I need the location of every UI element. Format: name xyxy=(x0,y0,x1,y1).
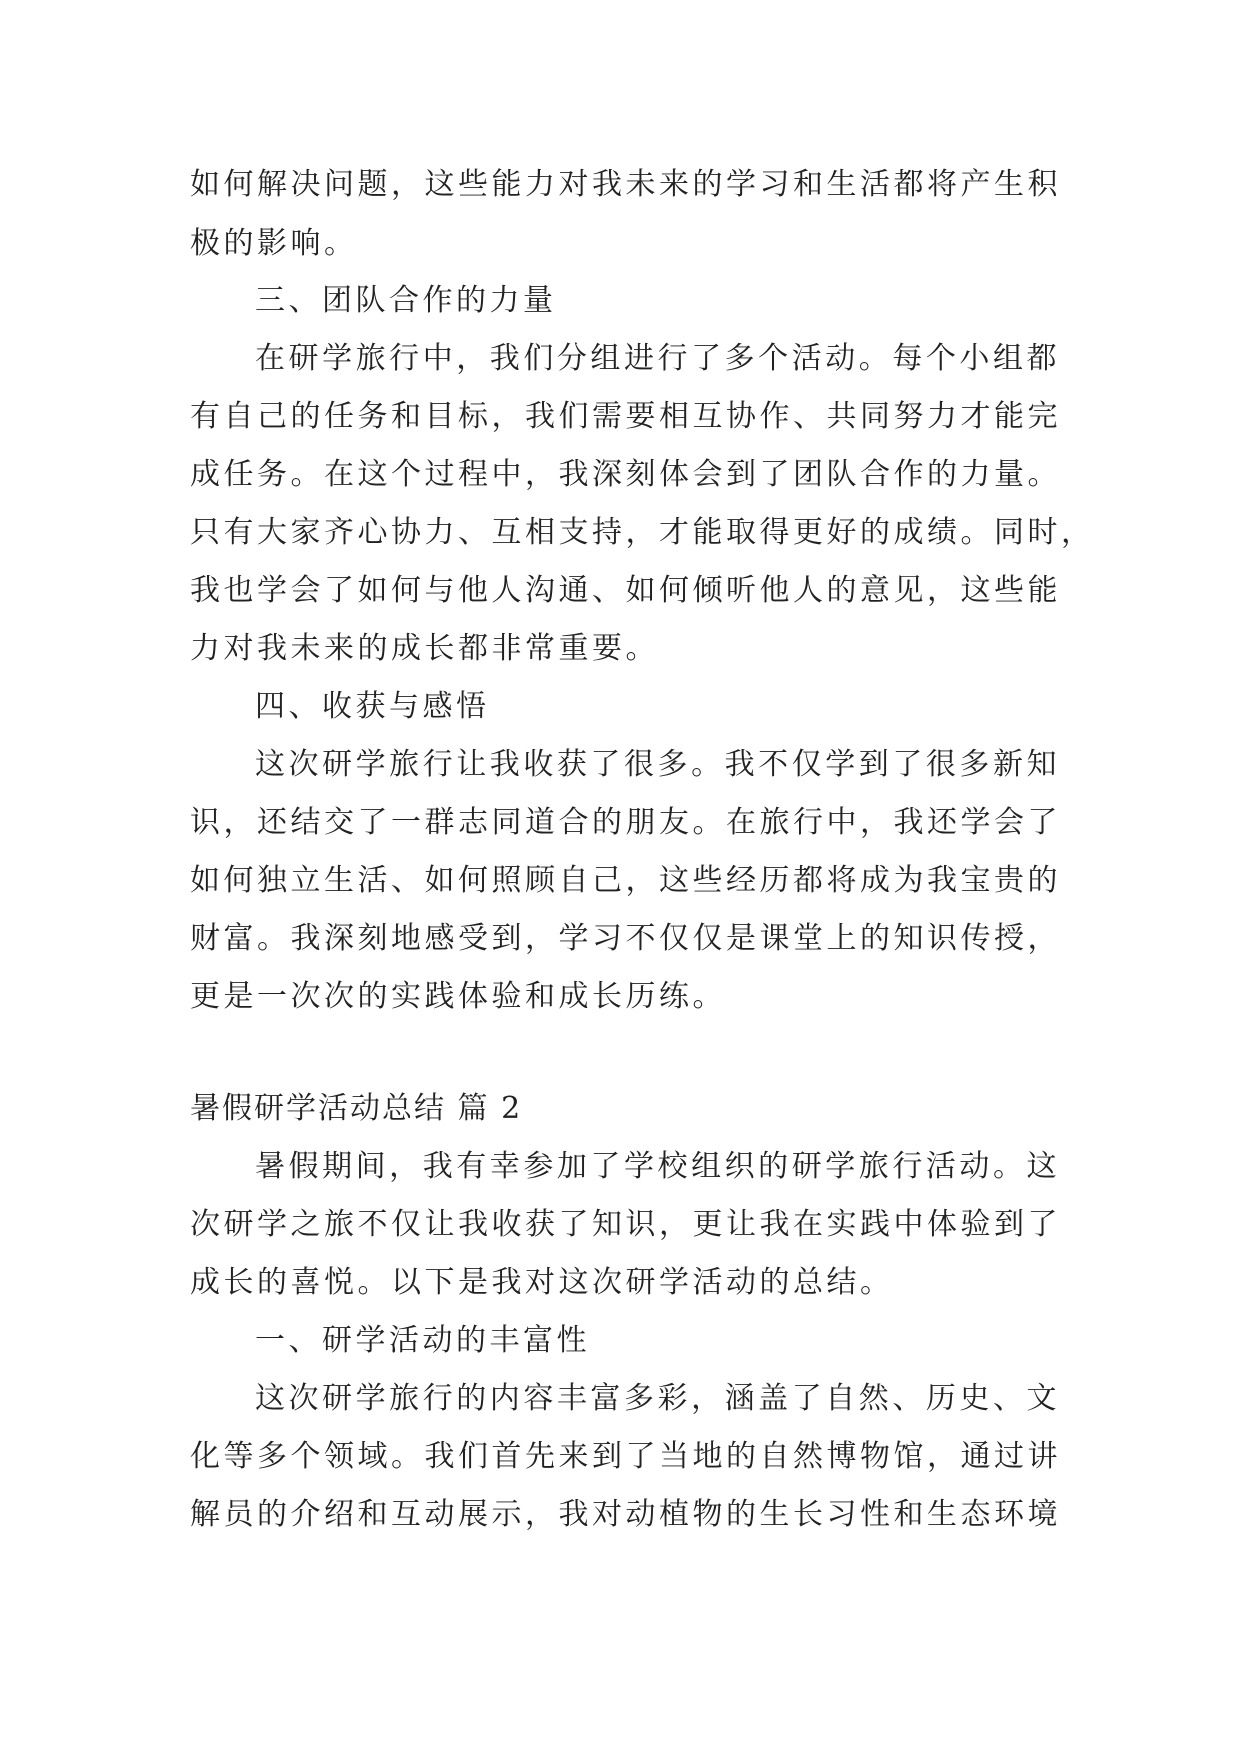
section-heading: 四、收获与感悟 xyxy=(255,689,490,724)
paragraph-line: 财富。我深刻地感受到，学习不仅仅是课堂上的知识传授， xyxy=(190,921,1061,956)
paragraph-line: 这次研学旅行的内容丰富多彩，涵盖了自然、历史、文 xyxy=(255,1381,1060,1416)
paragraph-line: 这次研学旅行让我收获了很多。我不仅学到了很多新知 xyxy=(255,747,1060,782)
paragraph-line: 只有大家齐心协力、互相支持，才能取得更好的成绩。同时， xyxy=(190,515,1095,550)
paragraph-line: 极的影响。 xyxy=(190,226,358,261)
paragraph-line: 解员的介绍和互动展示，我对动植物的生长习性和生态环境 xyxy=(190,1497,1061,1532)
paragraph-line: 如何解决问题，这些能力对我未来的学习和生活都将产生积 xyxy=(190,167,1061,202)
paragraph-line: 我也学会了如何与他人沟通、如何倾听他人的意见，这些能 xyxy=(190,573,1061,608)
paragraph-line: 暑假期间，我有幸参加了学校组织的研学旅行活动。这 xyxy=(255,1149,1060,1184)
paragraph-line: 识，还结交了一群志同道合的朋友。在旅行中，我还学会了 xyxy=(190,805,1061,840)
paragraph-line: 化等多个领域。我们首先来到了当地的自然博物馆，通过讲 xyxy=(190,1439,1061,1474)
paragraph-line: 有自己的任务和目标，我们需要相互协作、共同努力才能完 xyxy=(190,399,1061,434)
article-title: 暑假研学活动总结 篇 2 xyxy=(190,1091,523,1126)
paragraph-line: 次研学之旅不仅让我收获了知识，更让我在实践中体验到了 xyxy=(190,1207,1061,1242)
paragraph-line: 如何独立生活、如何照顾自己，这些经历都将成为我宝贵的 xyxy=(190,863,1061,898)
paragraph-line: 更是一次次的实践体验和成长历练。 xyxy=(190,979,726,1014)
paragraph-line: 在研学旅行中，我们分组进行了多个活动。每个小组都 xyxy=(255,341,1060,376)
paragraph-line: 力对我未来的成长都非常重要。 xyxy=(190,631,659,666)
section-heading: 一、研学活动的丰富性 xyxy=(255,1323,590,1358)
paragraph-line: 成任务。在这个过程中，我深刻体会到了团队合作的力量。 xyxy=(190,457,1061,492)
section-heading: 三、团队合作的力量 xyxy=(255,283,557,318)
paragraph-line: 成长的喜悦。以下是我对这次研学活动的总结。 xyxy=(190,1265,894,1300)
